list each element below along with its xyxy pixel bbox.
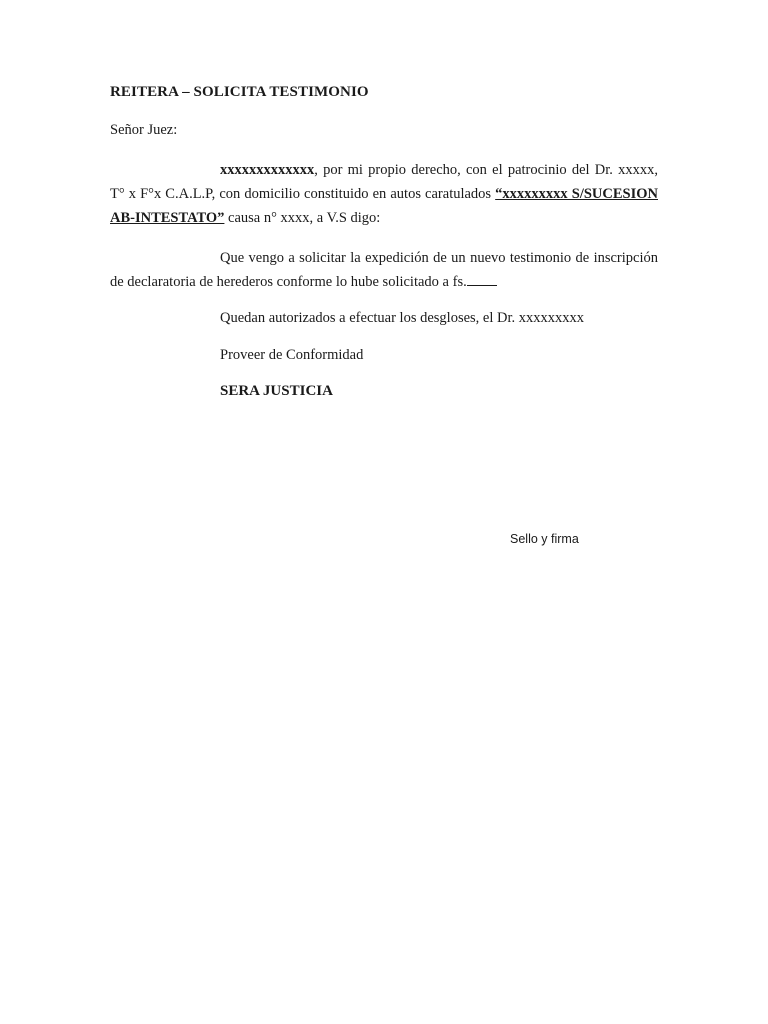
salutation: Señor Juez: (110, 122, 178, 138)
folio-blank-line (467, 271, 497, 286)
paragraph-conformity: Proveer de Conformidad (220, 347, 364, 363)
paragraph-petitioner (110, 158, 658, 230)
closing-justicia: SERA JUSTICIA (220, 383, 333, 399)
paragraph-request (110, 246, 658, 294)
document-title: REITERA – SOLICITA TESTIMONIO (110, 84, 369, 100)
petitioner-text: , por mi propio derecho, con el patrocinio del Dr. xxxxx, T° x F°x C.A.L.P, con domicilio constituido en autos caratulados (110, 162, 658, 202)
case-number-text: causa n° xxxx, a V.S digo: (224, 210, 381, 226)
signature-label: Sello y firma (510, 532, 579, 546)
case-title: “xxxxxxxxx S/SUCESION AB-INTESTATO” (110, 186, 658, 226)
petitioner-name: xxxxxxxxxxxxx (220, 162, 315, 178)
paragraph-authorization: Quedan autorizados a efectuar los desgloses, el Dr. xxxxxxxxx (220, 310, 585, 326)
request-text: Que vengo a solicitar la expedición de un nuevo testimonio de inscripción de declaratoria de herederos conforme lo hube solicitado a fs. (110, 250, 658, 290)
